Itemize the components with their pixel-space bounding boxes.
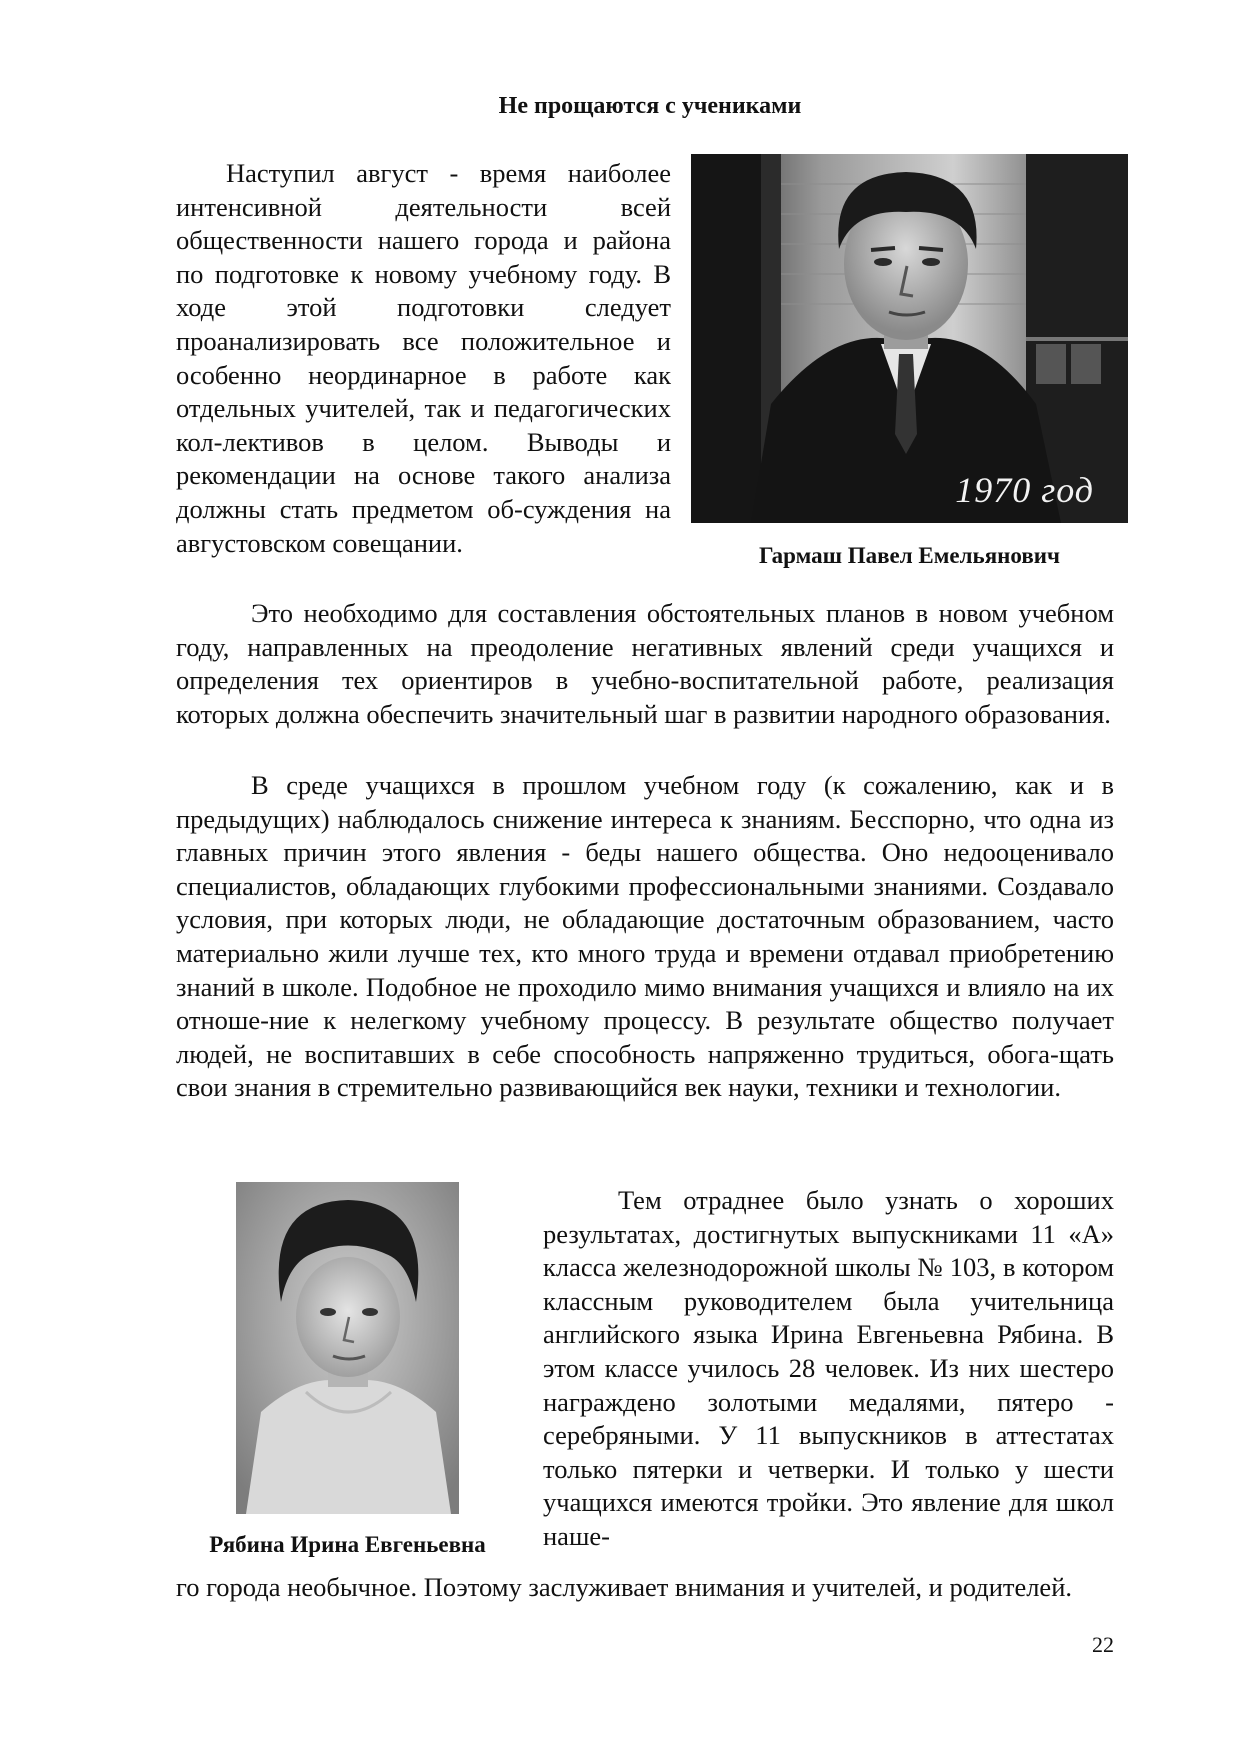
paragraph-3-text: В среде учащихся в прошлом учебном году (к сожалению, как и в предыдущих) наблюдалось снижение интереса к знаниям. Бесспорно, что одна из главных причин этого явления - беды нашего общества. Оно недооценивало специалистов, обладающих глубокими профессиональными знаниями. Создавало условия, при которых люди, не обладающие достаточным образованием, часто материально жили лучше тех, кто много труда и времени отдавал приобретению знаний в школе. Подобное не проходило мимо внимания учащихся и влияло на их отноше-ние к нелегкому учебному процессу. В результате общество получает людей, не воспитавших в себе способность напряженно трудиться, обога-щать свои знания в стремительно развивающийся век науки, техники и технологии. [176, 770, 1114, 1103]
body-paragraph-4-end [176, 1571, 1114, 1605]
paragraph-2-text: Это необходимо для составления обстоятельных планов в новом учебном году, направленных на преодоление негативных явлений среди учащихся и определения тех ориентиров в учебно-воспитательной работе, реализация которых должна обеспечить значительный шаг в развитии народного образования. [176, 598, 1114, 729]
intro-paragraph [176, 157, 671, 560]
paragraph-4-end-text: го города необычное. Поэтому заслуживает внимания и учителей, и родителей. [176, 1572, 1073, 1602]
portrait-photo-ryabina [236, 1182, 459, 1514]
intro-text: Наступил август - время наиболее интенсивной деятельности всей общественности нашего города и района по подготовке к новому учебному году. В ходе этой подготовки следует проанализировать все положительное и особенно неординарное в работе как отдельных учителей, так и педагогических кол-лективов в целом. Выводы и рекомендации на основе такого анализа должны стать предметом об-суждения на августовском совещании. [176, 158, 671, 558]
photo-caption-ryabina: Рябина Ирина Евгеньевна [209, 1532, 486, 1557]
photo-caption-garmash: Гармаш Павел Емельянович [759, 543, 1060, 568]
paragraph-4-text: Тем отраднее было узнать о хороших результатах, достигнутых выпускниками 11 «А» класса железнодорожной школы № 103, в котором классным руководителем была учительница английского языка Ирина Евгеньевна Рябина. В этом классе училось 28 человек. Из них шестеро награждено золотыми медалями, пятеро - серебряными. У 11 выпускников в аттестатах только пятерки и четверки. И только у шести учащихся имеются тройки. Это явление для школ наше- [543, 1185, 1114, 1551]
page-number: 22 [1092, 1632, 1114, 1657]
body-paragraph-4 [543, 1184, 1114, 1554]
body-paragraph-3 [176, 769, 1114, 1105]
body-paragraph-2 [176, 597, 1114, 731]
photo-year-label: 1970 год [955, 470, 1094, 510]
page-title: Не прощаются с учениками [498, 93, 802, 119]
portrait-photo-garmash [691, 154, 1128, 523]
